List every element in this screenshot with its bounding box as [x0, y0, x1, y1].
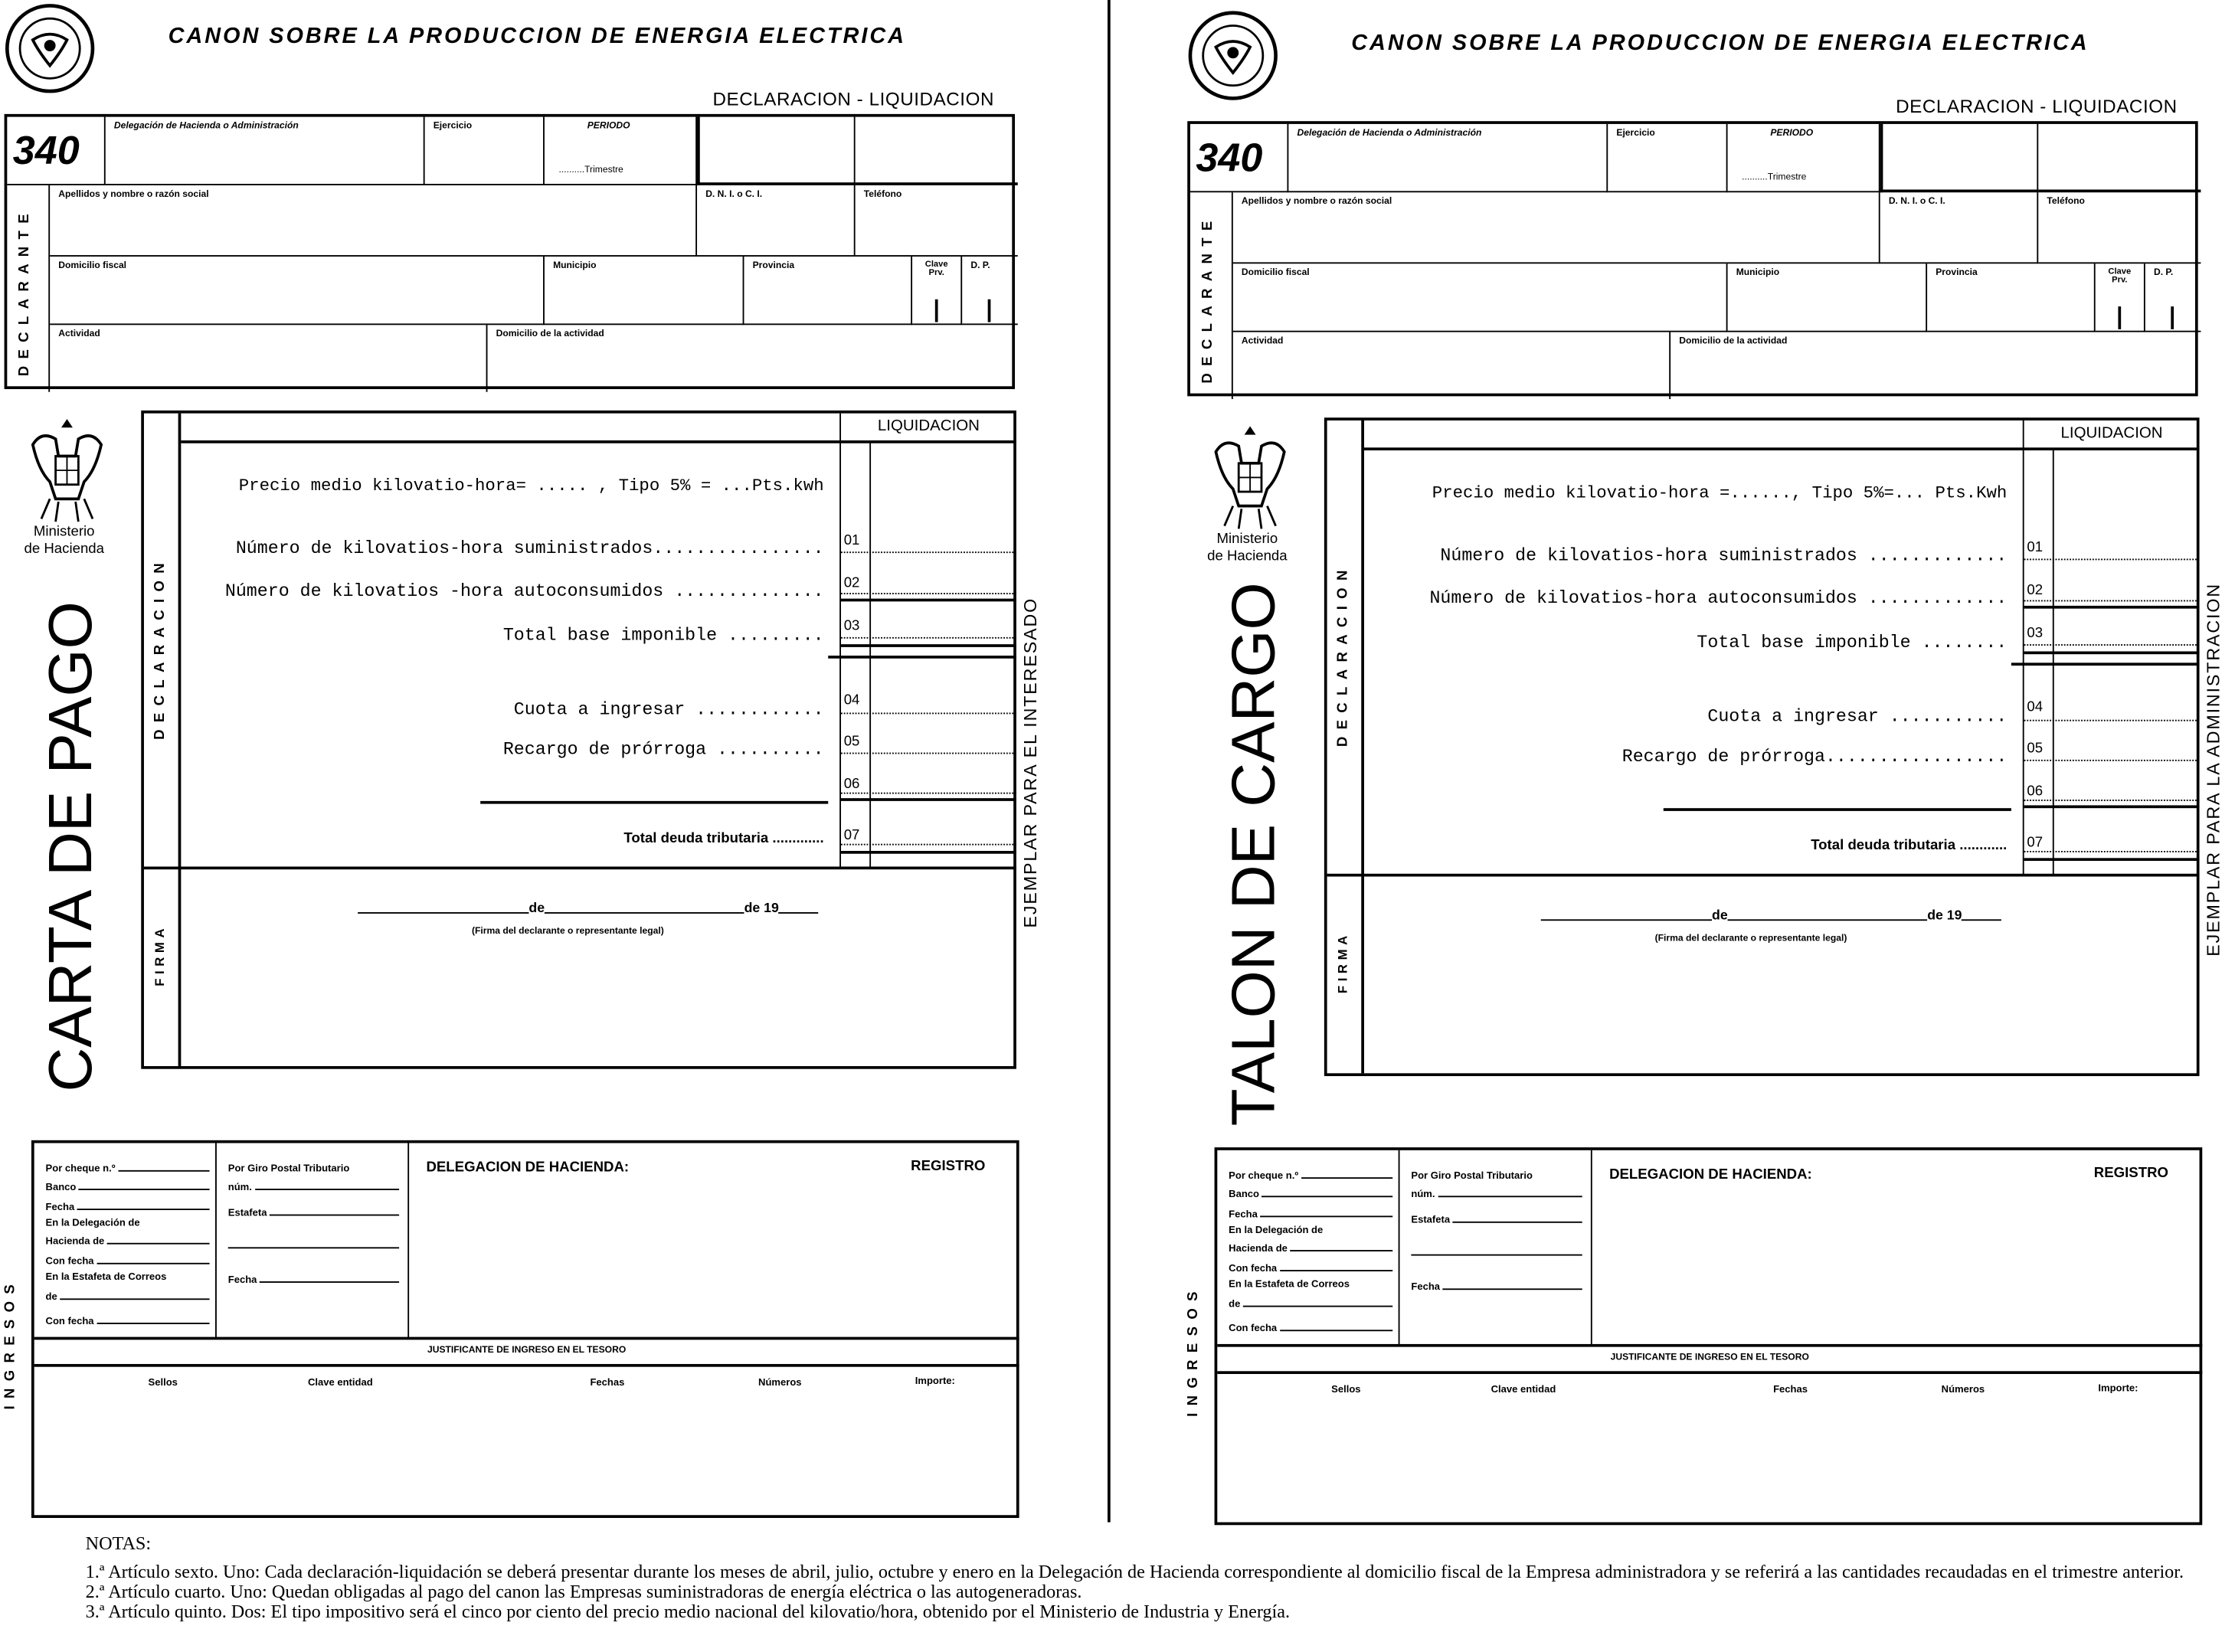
line-04-text: Cuota a ingresar ...........: [1707, 707, 2008, 728]
apellidos-label: Apellidos y nombre o razón social: [58, 189, 209, 200]
code-01: 01: [843, 533, 860, 549]
document-type-label: TALON DE CARGO: [1220, 581, 1289, 1126]
provincia-label: Provincia: [752, 260, 795, 271]
line-07-text: Total deuda tributaria ............: [1811, 838, 2008, 854]
tick-mark: [935, 299, 938, 322]
declarante-section: [5, 114, 1015, 389]
justificante-bottom-rule: [34, 1364, 1019, 1367]
municipio-label: Municipio: [1736, 267, 1780, 278]
line-05-text: Recargo de prórroga ..........: [502, 739, 824, 760]
form-subtitle: DECLARACION - LIQUIDACION: [712, 88, 995, 110]
value-field-05[interactable]: [841, 753, 1016, 754]
field-label: En la Estafeta de Correos: [1229, 1280, 1350, 1291]
field-label: Banco: [45, 1183, 77, 1194]
clave-prv-label: Clave Prv.: [2108, 267, 2132, 286]
form-title: CANON SOBRE LA PRODUCCION DE ENERGIA ELECTRICA: [168, 24, 906, 49]
subtotal-rule: [828, 656, 1016, 659]
ministry-line-1: Ministerio: [33, 524, 95, 541]
model-number-cell: [7, 117, 105, 185]
value-field-01[interactable]: [2024, 559, 2200, 561]
ingresos-label: INGRESOS: [2, 1277, 19, 1410]
code-03: 03: [2027, 625, 2044, 642]
municipio-field[interactable]: [545, 257, 744, 325]
model-number: 340: [12, 128, 80, 173]
value-field-04[interactable]: [841, 713, 1016, 715]
declarante-label: DECLARANTE: [1199, 214, 1216, 384]
field-label: de: [1229, 1299, 1241, 1310]
giro-title: Por Giro Postal Tributario: [1411, 1170, 1533, 1182]
column-numeros: Números: [1941, 1385, 1985, 1395]
note-1: 1.ª Artículo sexto. Uno: Cada declaración-liquidación se deberá presentar durante los meses de abril, julio, octubre y enero en la Delegación de Hacienda correspondiente al domicilio fiscal de la Empresa administradora y se referirá a las cantidades recaudadas en el trimestre anterior.: [85, 1560, 2184, 1582]
apellidos-label: Apellidos y nombre o razón social: [1241, 196, 1392, 207]
precio-medio-text: Precio medio kilovatio-hora= ..... , Tipo 5% = ...Pts.kwh: [238, 476, 824, 496]
liquidacion-section: [141, 411, 1016, 1069]
coat-of-arms-icon: [1205, 420, 1296, 532]
code-05: 05: [843, 734, 860, 750]
line-07-text: Total deuda tributaria .............: [623, 830, 824, 847]
code-07: 07: [843, 828, 860, 844]
row-rule: [2024, 858, 2200, 861]
emblem-seal-icon: [1187, 10, 1278, 101]
firma-de-19: de 19: [1927, 908, 1962, 924]
firma-caption: (Firma del declarante o representante legal): [1654, 933, 1847, 944]
field-label: Estafeta: [227, 1208, 267, 1219]
field-label: En la Estafeta de Correos: [45, 1272, 167, 1283]
provincia-field[interactable]: [744, 257, 912, 325]
declarante-label: DECLARANTE: [17, 207, 33, 378]
hacienda-de-field[interactable]: [46, 1228, 210, 1248]
field-label: Fecha: [1411, 1282, 1441, 1293]
field-label: Banco: [1229, 1190, 1260, 1201]
column-importe: Importe:: [915, 1376, 955, 1387]
clave-prv-field[interactable]: [2096, 263, 2145, 332]
firma-de: de: [1712, 908, 1728, 924]
row-rule: [841, 851, 1016, 854]
firma-de: de: [528, 901, 545, 917]
column-clave-entidad: Clave entidad: [1491, 1385, 1556, 1395]
emblem-seal-icon: [5, 3, 96, 94]
giro-fecha-field[interactable]: [228, 1266, 399, 1285]
note-3: 3.ª Artículo quinto. Dos: El tipo impositivo será el cinco por ciento del precio medio nacional del kilovatio/hora, obtenido por el Ministerio de Industria y Energía.: [85, 1600, 1291, 1622]
field-label: Con fecha: [1229, 1264, 1278, 1274]
liquidacion-header: LIQUIDACION: [877, 417, 980, 435]
domicilio-fiscal-label: Domicilio fiscal: [58, 260, 127, 271]
ingresos-label: INGRESOS: [1186, 1284, 1202, 1417]
line-01-text: Número de kilovatios-hora suministrados .............: [1440, 545, 2008, 566]
provincia-field[interactable]: [1927, 263, 2096, 332]
value-field-07[interactable]: [841, 844, 1016, 846]
dp-label: D. P.: [970, 260, 990, 271]
municipio-field[interactable]: [1728, 263, 1928, 332]
column-clave-entidad: Clave entidad: [307, 1378, 373, 1389]
giro-fecha-field[interactable]: [1411, 1274, 1582, 1293]
blank-box-1[interactable]: [1880, 124, 2039, 192]
center-divider: [1108, 0, 1111, 1523]
clave-prv-field[interactable]: [912, 257, 962, 325]
ejercicio-field[interactable]: [425, 117, 545, 185]
talon-de-cargo-form: [1183, 7, 2235, 1532]
column-numeros: Números: [758, 1378, 802, 1389]
provincia-label: Provincia: [1936, 267, 1978, 278]
field-label: En la Delegación de: [45, 1218, 140, 1228]
giro-blank-field[interactable]: [1411, 1240, 1582, 1259]
firma-label: FIRMA: [152, 924, 167, 986]
giro-blank-field[interactable]: [228, 1232, 399, 1251]
estafeta-text: [46, 1267, 210, 1282]
dni-field[interactable]: [1880, 192, 2039, 263]
firma-de-19: de 19: [744, 901, 779, 917]
registro-heading: REGISTRO: [911, 1158, 986, 1175]
value-field-04[interactable]: [2024, 720, 2200, 721]
giro-title: Por Giro Postal Tributario: [227, 1163, 350, 1174]
trimestre-label: ..........Trimestre: [1742, 172, 1807, 183]
line-05-text: Recargo de prórroga.................: [1621, 747, 2008, 767]
firma-divider: [144, 866, 1016, 869]
tick-mark: [988, 299, 991, 322]
clave-prv-label: Clave Prv.: [924, 260, 948, 278]
field-label: núm.: [227, 1183, 252, 1194]
header-divider: [1364, 447, 2200, 450]
subtotal-rule: [2011, 662, 2200, 666]
code-05: 05: [2027, 741, 2044, 757]
periodo-field[interactable]: [1728, 124, 1880, 192]
ejercicio-field[interactable]: [1608, 124, 1727, 192]
field-label: Con fecha: [45, 1317, 94, 1327]
model-number-cell: [1190, 124, 1288, 192]
field-label: Por cheque n.º: [1229, 1170, 1299, 1182]
code-02: 02: [2027, 583, 2044, 599]
con-fecha-field[interactable]: [46, 1248, 210, 1267]
dp-field[interactable]: [962, 257, 1018, 325]
code-01: 01: [2027, 540, 2044, 556]
cheque-column: [1217, 1150, 1399, 1346]
firma-date-line[interactable]: [358, 901, 871, 916]
justificante-heading: JUSTIFICANTE DE INGRESO EN EL TESORO: [427, 1345, 627, 1356]
row-rule: [841, 644, 1016, 647]
notes-heading: NOTAS:: [85, 1532, 152, 1554]
domicilio-actividad-label: Domicilio de la actividad: [496, 329, 604, 339]
form-subtitle: DECLARACION - LIQUIDACION: [1896, 95, 2178, 117]
field-label: Fecha: [1229, 1209, 1258, 1220]
justificante-top-rule: [1217, 1344, 2202, 1347]
actividad-label: Actividad: [1241, 336, 1284, 347]
estafeta-text: [1229, 1274, 1392, 1290]
delegacion-hacienda-heading: DELEGACION DE HACIENDA:: [426, 1160, 630, 1176]
line-04-text: Cuota a ingresar ............: [513, 699, 824, 720]
domicilio-fiscal-field[interactable]: [50, 257, 545, 325]
document-type-label: CARTA DE PAGO: [37, 601, 106, 1092]
column-fechas: Fechas: [1773, 1385, 1808, 1395]
con-fecha-field[interactable]: [1229, 1255, 1392, 1274]
justificante-bottom-rule: [1217, 1371, 2202, 1374]
coat-of-arms-icon: [21, 414, 113, 525]
row-rule: [841, 599, 1016, 602]
field-label: Hacienda de: [45, 1238, 105, 1248]
periodo-field[interactable]: [545, 117, 697, 185]
actividad-field[interactable]: [50, 325, 487, 391]
blank-box-2[interactable]: [2038, 124, 2201, 192]
value-field-06[interactable]: [2024, 800, 2200, 801]
column-sellos: Sellos: [148, 1378, 178, 1389]
field-label: Fecha: [45, 1202, 75, 1213]
ejercicio-label: Ejercicio: [1616, 128, 1655, 139]
dni-label: D. N. I. o C. I.: [1888, 196, 1945, 207]
firma-date-line[interactable]: [1541, 908, 2054, 923]
field-label: de: [45, 1292, 57, 1303]
municipio-label: Municipio: [553, 260, 597, 271]
ministry-line-1: Ministerio: [1216, 532, 1278, 548]
value-field-06[interactable]: [841, 793, 1016, 794]
ejercicio-label: Ejercicio: [433, 121, 473, 132]
liquidacion-header: LIQUIDACION: [2060, 424, 2163, 442]
ministry-line-2: de Hacienda: [1207, 548, 1288, 564]
declaracion-label: DECLARACION: [152, 556, 169, 741]
field-label: Estafeta: [1411, 1215, 1451, 1226]
field-label: En la Delegación de: [1229, 1225, 1324, 1236]
code-02: 02: [843, 575, 860, 592]
field-label: Con fecha: [45, 1257, 94, 1268]
banco-field[interactable]: [1229, 1181, 1392, 1200]
blank-box-1[interactable]: [697, 117, 856, 185]
telefono-label: Teléfono: [863, 189, 902, 200]
delegacion-text: [46, 1212, 210, 1228]
dp-label: D. P.: [2153, 267, 2174, 278]
code-06: 06: [2027, 783, 2044, 800]
hacienda-de-field[interactable]: [1229, 1235, 1392, 1255]
copy-label: EJEMPLAR PARA EL INTERESADO: [1020, 597, 1041, 928]
declarante-section: [1187, 121, 2197, 396]
code-07: 07: [2027, 835, 2044, 852]
domicilio-actividad-field[interactable]: [1671, 332, 2201, 399]
con-fecha-2-field[interactable]: [1229, 1315, 1392, 1334]
precio-medio-text: Precio medio kilovatio-hora =......, Tipo 5%=... Pts.Kwh: [1432, 483, 2008, 503]
line-02-text: Número de kilovatios -hora autoconsumidos ..............: [224, 581, 824, 602]
periodo-label: PERIODO: [587, 121, 630, 132]
code-03: 03: [843, 618, 860, 635]
line-06-blank-underline: [480, 801, 828, 804]
value-field-05[interactable]: [2024, 760, 2200, 761]
field-label: Fecha: [227, 1275, 257, 1286]
carta-de-pago-form: [0, 0, 1055, 1525]
actividad-field[interactable]: [1233, 332, 1671, 399]
giro-num-field[interactable]: [1411, 1181, 1582, 1200]
delegacion-label: Delegación de Hacienda o Administración: [113, 121, 299, 132]
line-01-text: Número de kilovatios-hora suministrados................: [235, 538, 824, 559]
firma-caption: (Firma del declarante o representante legal): [471, 926, 664, 937]
apellidos-field[interactable]: [50, 185, 697, 257]
giro-num-field[interactable]: [228, 1174, 399, 1193]
note-2: 2.ª Artículo cuarto. Uno: Quedan obligadas al pago del canon las Empresas suministradoras de energía eléctrica o las autogeneradoras.: [85, 1580, 1082, 1602]
value-field-03[interactable]: [2024, 644, 2200, 646]
delegacion-field[interactable]: [106, 117, 425, 185]
header-divider: [181, 440, 1016, 443]
delegacion-label: Delegación de Hacienda o Administración: [1297, 128, 1482, 139]
periodo-label: PERIODO: [1770, 128, 1814, 139]
delegacion-hacienda-heading: DELEGACION DE HACIENDA:: [1609, 1167, 1812, 1183]
justificante-top-rule: [34, 1337, 1019, 1340]
ingresos-section: [31, 1140, 1019, 1518]
giro-estafeta-field[interactable]: [228, 1199, 399, 1218]
firma-divider: [1327, 874, 2200, 877]
value-field-02[interactable]: [2024, 600, 2200, 601]
registro-heading: REGISTRO: [2093, 1166, 2169, 1182]
declaracion-label: DECLARACION: [1335, 564, 1352, 748]
cheque-number-field[interactable]: [46, 1154, 210, 1173]
dp-field[interactable]: [2145, 263, 2201, 332]
field-label: Con fecha: [1229, 1324, 1278, 1335]
line-06-blank-underline: [1664, 808, 2011, 811]
liquidacion-section: [1324, 417, 2200, 1076]
field-label: núm.: [1411, 1190, 1435, 1201]
cheque-number-field[interactable]: [1229, 1162, 1392, 1181]
copy-label: EJEMPLAR PARA LA ADMINISTRACION: [2204, 583, 2224, 957]
tick-mark: [2118, 306, 2121, 329]
domicilio-actividad-label: Domicilio de la actividad: [1679, 336, 1788, 347]
column-fechas: Fechas: [590, 1378, 625, 1389]
code-04: 04: [2027, 699, 2044, 716]
line-02-text: Número de kilovatios-hora autoconsumidos .............: [1429, 588, 2008, 609]
giro-column: [217, 1143, 409, 1339]
telefono-label: Teléfono: [2047, 196, 2085, 207]
line-03-text: Total base imponible .........: [502, 625, 824, 646]
row-rule: [2024, 606, 2200, 609]
row-rule: [2024, 805, 2200, 808]
domicilio-fiscal-label: Domicilio fiscal: [1241, 267, 1310, 278]
model-number: 340: [1196, 135, 1263, 180]
notes-section: [0, 1533, 2235, 1621]
column-importe: Importe:: [2098, 1384, 2138, 1395]
justificante-heading: JUSTIFICANTE DE INGRESO EN EL TESORO: [1610, 1353, 1809, 1363]
code-06: 06: [843, 777, 860, 793]
actividad-label: Actividad: [58, 329, 100, 339]
field-label: Por cheque n.º: [45, 1163, 116, 1174]
row-rule: [2024, 651, 2200, 654]
ingresos-section: [1215, 1147, 2203, 1525]
estafeta-de-field[interactable]: [1229, 1290, 1392, 1309]
value-field-03[interactable]: [841, 637, 1016, 639]
giro-column: [1400, 1150, 1592, 1346]
trimestre-label: ..........Trimestre: [558, 165, 623, 175]
code-04: 04: [843, 692, 860, 708]
tick-mark: [2171, 306, 2174, 329]
field-label: Hacienda de: [1229, 1245, 1288, 1255]
delegacion-text: [1229, 1220, 1392, 1235]
con-fecha-2-field[interactable]: [46, 1308, 210, 1327]
cheque-column: [34, 1143, 217, 1339]
line-03-text: Total base imponible ........: [1697, 633, 2008, 653]
firma-label: FIRMA: [1335, 931, 1350, 993]
telefono-field[interactable]: [856, 185, 1018, 257]
estafeta-de-field[interactable]: [46, 1283, 210, 1302]
fecha-field[interactable]: [1229, 1200, 1392, 1219]
dni-field[interactable]: [697, 185, 856, 257]
row-rule: [841, 798, 1016, 801]
delegacion-field[interactable]: [1288, 124, 1608, 192]
giro-estafeta-field[interactable]: [1411, 1206, 1582, 1225]
blank-box-2[interactable]: [856, 117, 1018, 185]
form-title: CANON SOBRE LA PRODUCCION DE ENERGIA ELECTRICA: [1351, 31, 2089, 56]
declarante-side: [7, 185, 50, 392]
value-field-02[interactable]: [841, 593, 1016, 594]
dni-label: D. N. I. o C. I.: [705, 189, 763, 200]
declarante-side: [1190, 192, 1233, 399]
domicilio-fiscal-field[interactable]: [1233, 263, 1728, 332]
fecha-field[interactable]: [46, 1193, 210, 1212]
value-field-01[interactable]: [841, 551, 1016, 553]
value-field-07[interactable]: [2024, 851, 2200, 852]
domicilio-actividad-field[interactable]: [487, 325, 1017, 391]
column-sellos: Sellos: [1331, 1385, 1361, 1395]
telefono-field[interactable]: [2038, 192, 2201, 263]
ministry-line-2: de Hacienda: [24, 541, 104, 558]
banco-field[interactable]: [46, 1174, 210, 1193]
apellidos-field[interactable]: [1233, 192, 1880, 263]
